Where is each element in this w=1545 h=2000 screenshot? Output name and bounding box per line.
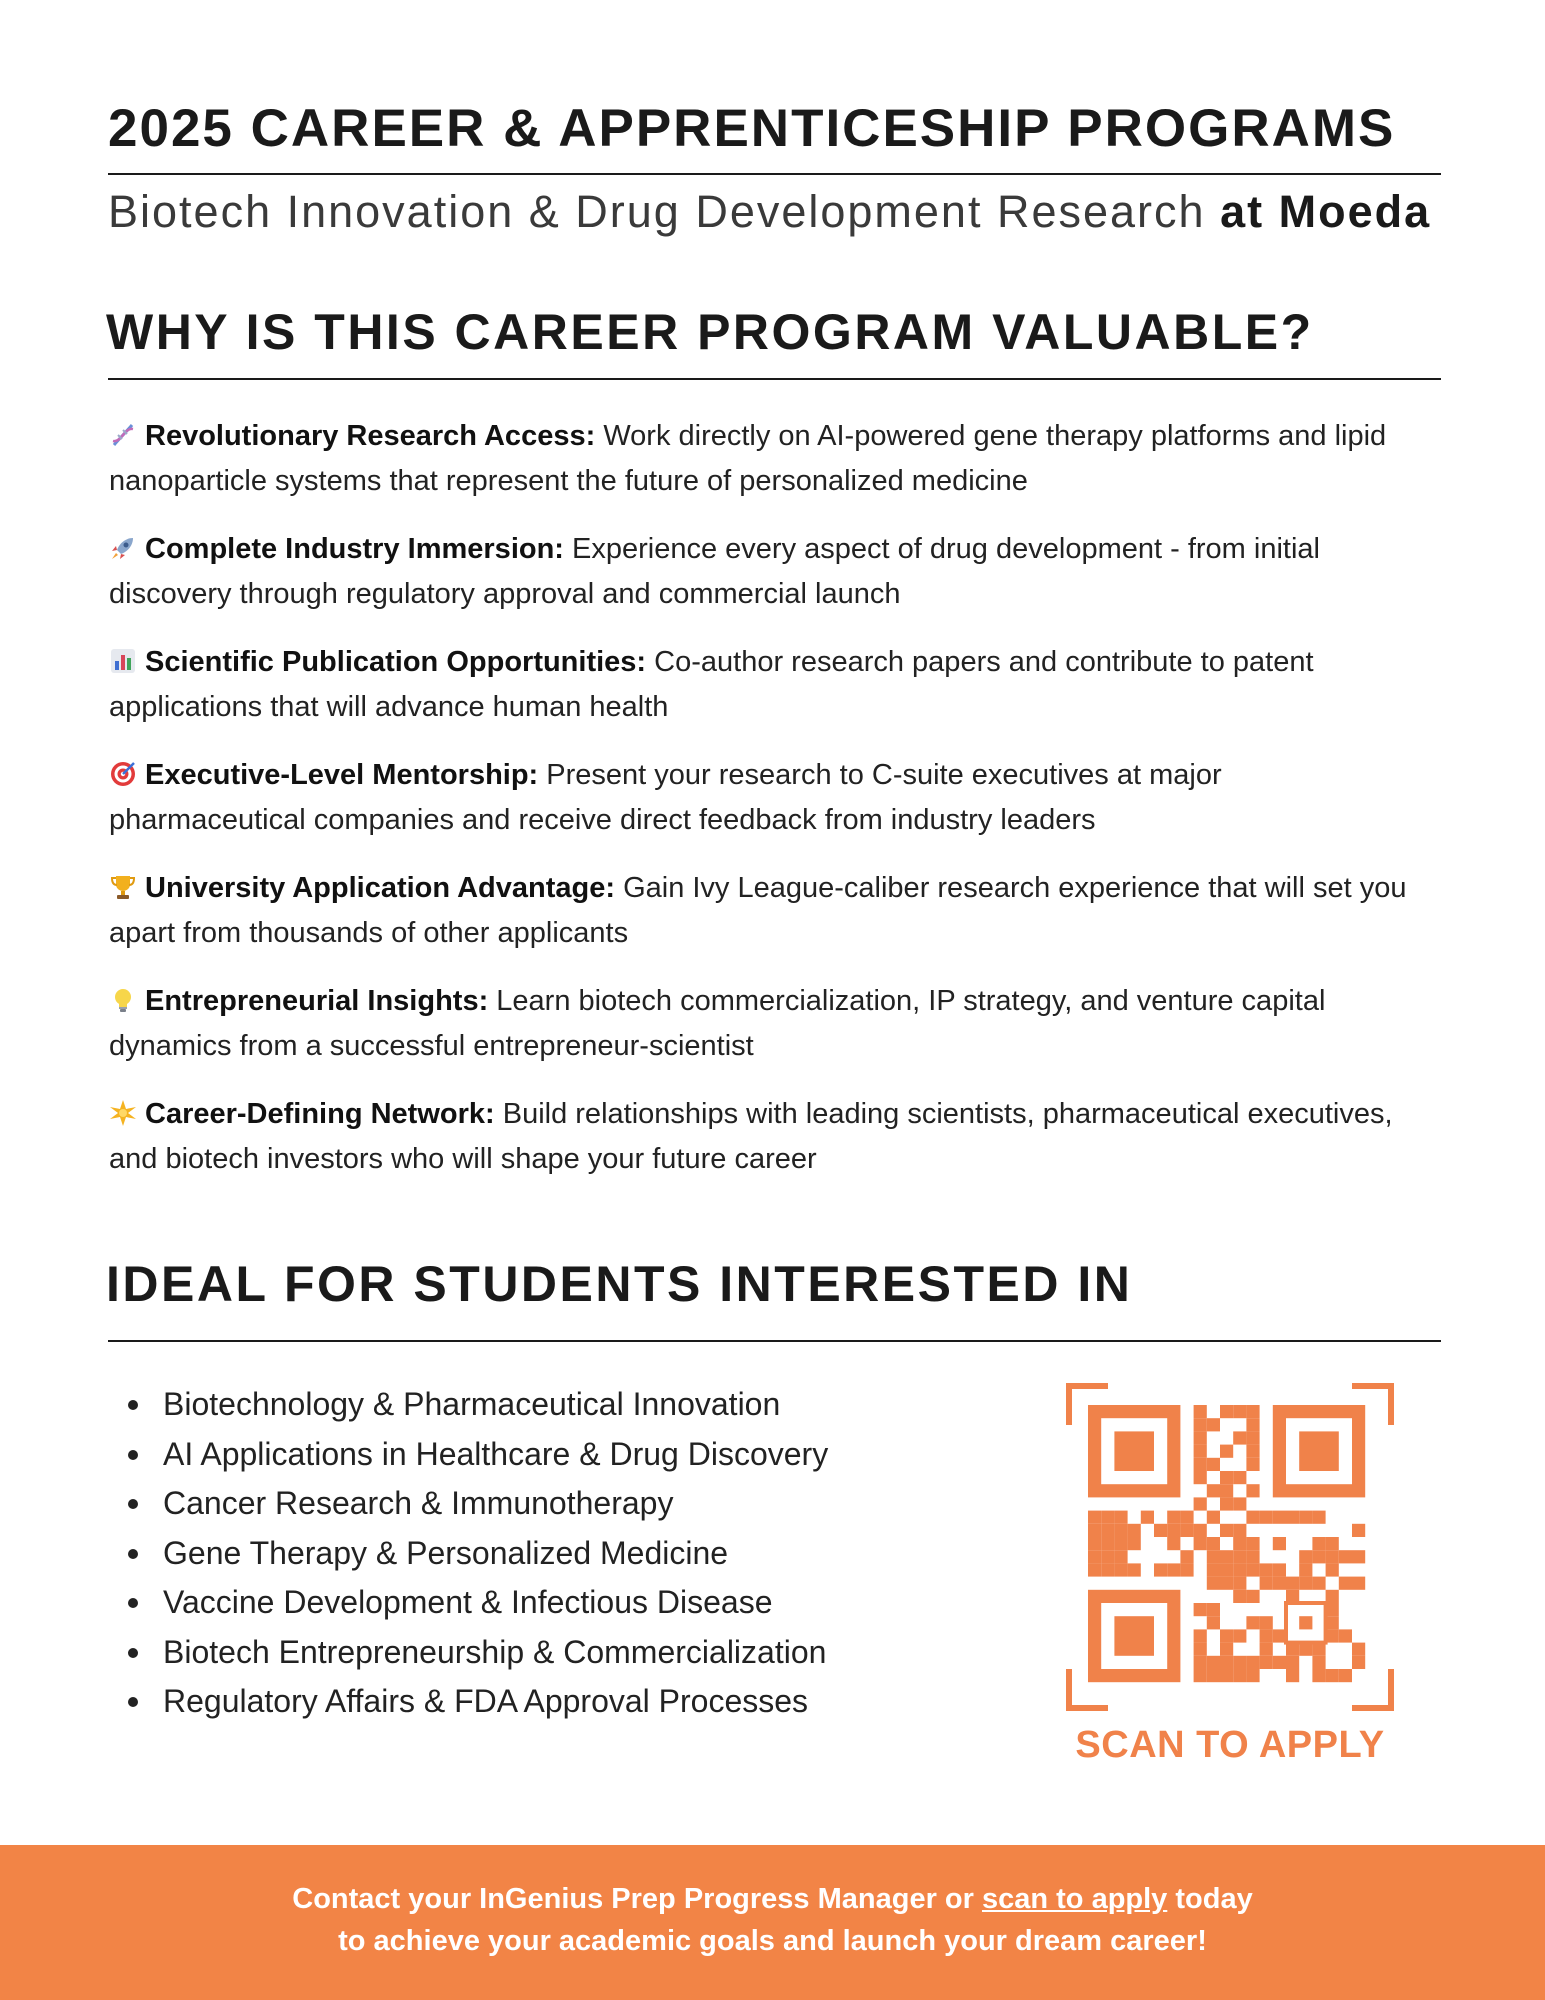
list-item — [128, 1430, 928, 1480]
target-icon — [109, 760, 137, 788]
benefit-text: Work directly on AI-powered gene therapy platforms and lipid nanoparticle systems that represent the future of personalized medicine — [109, 420, 1387, 497]
benefit-item — [109, 1092, 1409, 1182]
interest-label: Regulatory Affairs & FDA Approval Processes — [163, 1683, 809, 1719]
benefit-title: Entrepreneurial Insights: — [145, 985, 489, 1017]
lightbulb-icon — [109, 986, 137, 1014]
bar-chart-icon — [109, 647, 137, 675]
footer-line-2: to achieve your academic goals and launch your dream career! — [338, 1925, 1207, 1957]
list-item — [128, 1578, 928, 1628]
benefit-item — [109, 979, 1409, 1069]
bullet-icon — [128, 1648, 138, 1658]
page-subtitle — [108, 186, 1431, 238]
list-item — [128, 1380, 928, 1430]
benefit-title: University Application Advantage: — [145, 872, 615, 904]
bullet-icon — [128, 1697, 138, 1707]
list-item — [128, 1479, 928, 1529]
footer-text-pre: Contact your InGenius Prep Progress Manager or — [292, 1883, 982, 1915]
qr-code[interactable] — [1066, 1383, 1394, 1711]
trophy-icon — [109, 873, 137, 901]
benefit-text: Co-author research papers and contribute to patent applications that will advance human health — [109, 646, 1314, 723]
benefits-list — [109, 414, 1409, 1205]
why-divider — [108, 378, 1441, 380]
benefit-item — [109, 866, 1409, 956]
interests-list — [128, 1380, 928, 1727]
bullet-icon — [128, 1598, 138, 1608]
scan-to-apply-label: SCAN TO APPLY — [1075, 1724, 1385, 1766]
interest-label: Cancer Research & Immunotherapy — [163, 1485, 674, 1521]
footer-text-post: today — [1167, 1883, 1253, 1915]
bullet-icon — [128, 1400, 138, 1410]
list-item — [128, 1529, 928, 1579]
why-heading: WHY IS THIS CAREER PROGRAM VALUABLE? — [106, 304, 1314, 360]
footer-line-1 — [0, 1878, 1545, 1920]
subtitle-org: at Moeda — [1220, 186, 1432, 237]
benefit-text: Gain Ivy League-caliber research experience that will set you apart from thousands of other applicants — [109, 872, 1407, 949]
interest-label: Biotechnology & Pharmaceutical Innovation — [163, 1386, 781, 1422]
title-divider — [108, 173, 1441, 175]
benefit-text: Present your research to C-suite executives at major pharmaceutical companies and receive direct feedback from industry leaders — [109, 759, 1222, 836]
bullet-icon — [128, 1549, 138, 1559]
benefit-item — [109, 414, 1409, 504]
footer-banner — [0, 1845, 1545, 2000]
list-item — [128, 1677, 928, 1727]
subtitle-text: Biotech Innovation & Drug Development Research — [108, 186, 1206, 237]
benefit-item — [109, 753, 1409, 843]
bullet-icon — [128, 1499, 138, 1509]
benefit-title: Revolutionary Research Access: — [145, 420, 596, 452]
benefit-text: Learn biotech commercialization, IP strategy, and venture capital dynamics from a successful entrepreneur-scientist — [109, 985, 1326, 1062]
star-icon — [109, 1099, 137, 1127]
benefit-title: Scientific Publication Opportunities: — [145, 646, 647, 678]
benefit-text: Experience every aspect of drug development - from initial discovery through regulatory approval and commercial launch — [109, 533, 1320, 610]
interest-label: Gene Therapy & Personalized Medicine — [163, 1534, 729, 1571]
bullet-icon — [128, 1450, 138, 1460]
benefit-item — [109, 640, 1409, 730]
benefit-title: Executive-Level Mentorship: — [145, 759, 539, 791]
benefit-item — [109, 527, 1409, 617]
interest-label: Biotech Entrepreneurship & Commercialization — [163, 1633, 827, 1670]
interest-label: AI Applications in Healthcare & Drug Discovery — [163, 1435, 829, 1472]
ideal-heading: IDEAL FOR STUDENTS INTERESTED IN — [106, 1256, 1133, 1312]
dna-icon — [109, 421, 137, 449]
list-item — [128, 1628, 928, 1678]
page-title: 2025 CAREER & APPRENTICESHIP PROGRAMS — [108, 99, 1396, 158]
benefit-text: Build relationships with leading scientists, pharmaceutical executives, and biotech investors who will shape your future career — [109, 1098, 1393, 1175]
benefit-title: Complete Industry Immersion: — [145, 533, 564, 565]
interest-label: Vaccine Development & Infectious Disease — [163, 1584, 773, 1620]
benefit-title: Career-Defining Network: — [145, 1098, 495, 1130]
scan-to-apply-link[interactable]: scan to apply — [981, 1883, 1168, 1915]
rocket-icon — [109, 534, 137, 562]
ideal-divider — [108, 1340, 1441, 1342]
